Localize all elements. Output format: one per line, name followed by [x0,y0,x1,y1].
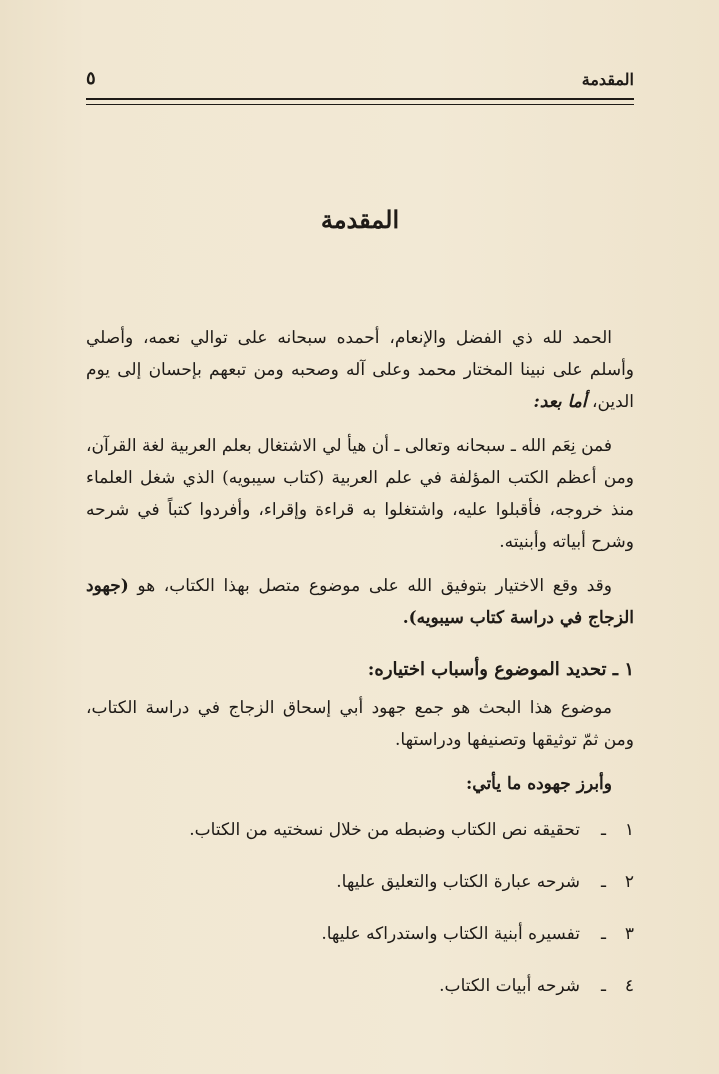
list-item-dash: ـ [601,872,606,892]
list-item-number: ٣ [624,924,634,944]
header-rule-thick [86,98,634,100]
paragraph-blessings [86,430,634,558]
list-item-dash: ـ [601,820,606,840]
header-rule-thin [86,104,634,105]
list-item [86,918,634,950]
list-item [86,814,634,846]
list-item-dash: ـ [601,976,606,996]
section-subheading: وأبرز جهوده ما يأتي: [466,774,612,794]
running-title: المقدمة [581,70,634,89]
list-item-text: تفسيره أبنية الكتاب واستدراكه عليها. [321,924,580,944]
list-item-text: شرحه أبيات الكتاب. [439,976,580,996]
page-body [86,322,634,1022]
paragraph-text: وقد وقع الاختيار بتوفيق الله على موضوع متصل بهذا الكتاب، هو [137,576,612,596]
paragraph-topic [86,570,634,634]
list-item [86,866,634,898]
list-item-number: ٢ [624,872,634,892]
list-item-text: شرحه عبارة الكتاب والتعليق عليها. [336,872,580,892]
amma-badu-emphasis: أما بعد: [533,392,587,412]
section-paragraph: موضوع هذا البحث هو جمع جهود أبي إسحاق الزجاج في دراسة الكتاب، ومن ثمّ توثيقها وتصنيفها ودراستها. [86,698,634,750]
list-item-number: ٤ [624,976,634,996]
paragraph-opening [86,322,634,418]
list-item-number: ١ [624,820,634,840]
page-number: ٥ [86,68,96,89]
section-heading: ١ ـ تحديد الموضوع وأسباب اختياره: [367,659,634,680]
page-header [86,70,634,92]
list-item-text: تحقيقه نص الكتاب وضبطه من خلال نسختيه من الكتاب. [189,820,580,840]
list-item [86,970,634,1002]
efforts-list [86,814,634,1002]
chapter-title: المقدمة [320,205,400,234]
list-item-dash: ـ [601,924,606,944]
paragraph-text: الحمد لله ذي الفضل والإنعام، أحمده سبحانه على توالي نعمه، وأصلي وأسلم على نبينا المختار محمد وعلى آله وصحبه ومن تبعهم بإحسان إلى يوم الدين، [86,328,634,412]
research-title: (جهود الزجاج في دراسة كتاب سيبويه). [86,576,634,628]
paragraph-text: فمن نِعَم الله ـ سبحانه وتعالى ـ أن هيأ لي الاشتغال بعلم العربية لغة القرآن، ومن أعظم الكتب المؤلفة في علم العربية (كتاب سيبويه) الذي شغل العلماء منذ خروجه، فأقبلوا عليه، واشتغلوا به قراءة وإقراء، وأفردوا كتباً في شرحه وشرح أبياته وأبنيته. [86,436,634,552]
